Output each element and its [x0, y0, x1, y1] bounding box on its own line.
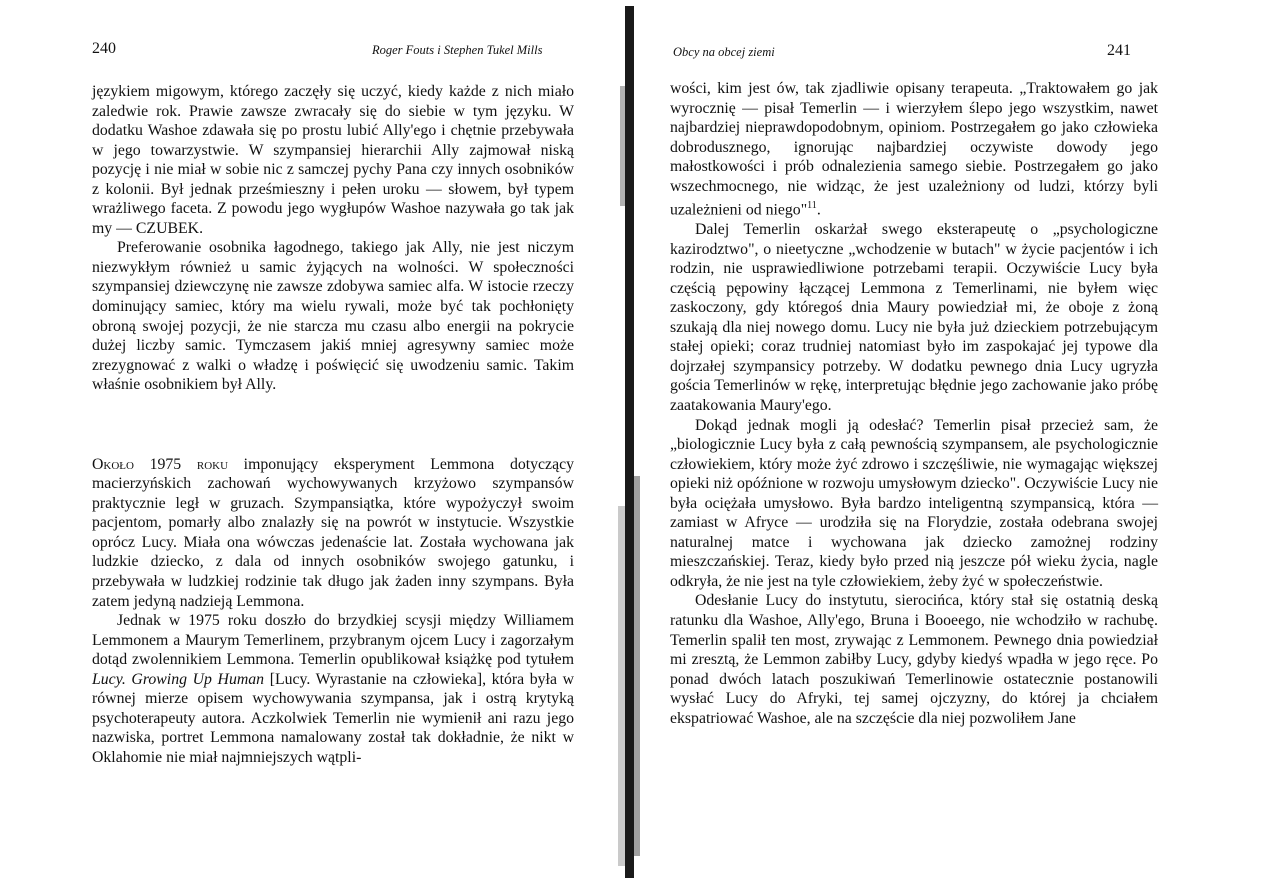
paragraph: Dokąd jednak mogli ją odesłać? Temerlin pisał przecież sam, że „biologicznie Lucy była z całą pewnością szympansem, ale psychologicznie człowiekiem, który może żyć zdrowo i szczęśliwie, nie wymagając większej opieki niż opóźnione w rozwoju umysłowym dziecko". Oczywiście Lucy nie była ociężała umysłowo. Była bardzo inteligentną szympansicą, która — zamiast w Afryce — urodziła się na Florydzie, została odebrana swojej naturalnej matce i wychowana jak dziecko zamożnej rodziny mieszczańskiej. Teraz, kiedy było przed nią jeszcze pół wieku życia, nagle odkryła, że nie jest na tyle człowiekiem, żeby żyć w społeczeństwie.: [670, 416, 1158, 590]
left-page-number: 240: [92, 40, 116, 57]
left-page: [0, 0, 622, 894]
paragraph: Preferowanie osobnika łagodnego, takiego jak Ally, nie jest niczym niezwykłym również u samic żyjących na wolności. W społeczności szympansiej dziewczynę nie zawsze zdobywa samiec alfa. W istocie rzeczy dominujący samiec, który ma wielu rywali, może być tak pochłonięty obroną swojej pozycji, że nie starcza mu czasu albo energii na pokrycie dużej liczby samic. Tymczasem jakiś mniej agresywny samiec może zrezygnować z walki o władzę i poświęcić się uwodzeniu samic. Takim właśnie osobnikiem był Ally.: [92, 239, 574, 394]
paragraph: wości, kim jest ów, tak zjadliwie opisany terapeuta. „Traktowałem go jak wyrocznię — pisał Temerlin — i wierzyłem ślepo jego wszystkim, nawet najbardziej nieprawdopodobnym, opiniom. Postrzegałem go jako człowieka dobrodusznego, ignorując najbardziej oczywiste dowody jego małostkowości i prób odnalezienia samego siebie. Postrzegałem go jako wszechmocnego, nie widząc, że jest uzależniony od ludzi, którzy byli uzależnieni od niego"$^{11}$.: [670, 80, 1158, 219]
right-running-head: Obcy na obcej ziemi: [673, 45, 775, 59]
book-title: Lucy. Growing Up Human: [92, 670, 265, 688]
footnote-marker: 11: [807, 200, 817, 212]
paragraph: Odesłanie Lucy do instytutu, sierocińca, który stał się ostatnią deską ratunku dla Washoe, Ally'ego, Bruna i Booeego, nie wchodziło w rachubę. Temerlin spalił ten most, zrywając z Lemmonem. Pewnego dnia powiedział mi zresztą, że Lemmon zabiłby Lucy, gdyby kiedyś wpadła w jego ręce. Po ponad dwóch latach poszukiwań Temerlinowie ostatecznie postanowili wysłać Lucy do Afryki, tej samej ojczyzny, do której ja chciałem ekspatriować Washoe, ale na szczęście dla niej pozwoliłem Jane: [670, 592, 1158, 727]
right-page: [622, 0, 1262, 894]
paragraph: Jednak w 1975 roku doszło do brzydkiej scysji między Williamem Lemmonem a Maurym Temerlinem, przybranym ojcem Lucy i zagorzałym dotąd zwolennikiem Lemmona. Temerlin opublikował książkę pod tytułem Lucy. Growing Up Human [Lucy. Wyrastanie na człowieka], która była w równej mierze opisem wychowywania szympansa, jak i ostrą krytyką psychoterapeuty autora. Aczkolwiek Temerlin nie wymienił ani razu jego nazwiska, portret Lemmona namalowany został tak dokładnie, że nikt w Oklahomie nie miał najmniejszych wątpli-: [92, 612, 574, 766]
right-page-number: 241: [1107, 42, 1131, 59]
left-running-head: Roger Fouts i Stephen Tukel Mills: [372, 43, 543, 57]
section-lead: Około 1975 roku: [92, 455, 229, 473]
paragraph: Dalej Temerlin oskarżał swego eksterapeutę o „psychologiczne kazirodztwo", o nieetyczne „wchodzenie w butach" w życie pacjentów i ich rodzin, nie usprawiedliwione potrzebami terapii. Oczywiście Lucy była częścią pępowiny łączącej Lemmona z Temerlinami, nie byłem więc zaskoczony, gdy któregoś dnia Maury powiedział mi, że oboje z żoną szukają dla niej nowego domu. Lucy nie była już dzieckiem potrzebującym stałej opieki; coraz trudniej natomiast było im zaspokajać jej typowe dla dojrzałej szympansicy potrzeby. W dodatku pewnego dnia Lucy ugryzła gościa Temerlinów w rękę, interpretując błędnie jego zachowanie jako próbę zaatakowania Maury'ego.: [670, 221, 1158, 415]
section-break: [92, 395, 574, 455]
paragraph: językiem migowym, którego zaczęły się uczyć, kiedy każde z nich miało zaledwie rok. Prawie zawsze zwracały się do siebie w tym języku. W dodatku Washoe zdawała się po prostu lubić Ally'ego i chętnie przebywała w jego towarzystwie. W szympansiej hierarchii Ally zajmował niską pozycję i nie miał w sobie nic z samczej pychy Pana czy innych osobników z kolonii. Był jednak prześmieszny i pełen uroku — słowem, był typem wrażliwego faceta. Z powodu jego wygłupów Washoe nazywała go tak jak my — CZUBEK.: [92, 83, 574, 237]
left-text-column: [92, 82, 574, 768]
right-text-column: [670, 79, 1158, 728]
paragraph: Około 1975 roku imponujący eksperyment Lemmona dotyczący macierzyńskich zachowań wychowywanych krzyżowo szympansów praktycznie legł w gruzach. Szympansiątka, które wypożyczył swoim pacjentom, pomarły albo znalazły się na powrót w instytucie. Wszystkie oprócz Lucy. Miała ona wówczas jedenaście lat. Została wychowana jak ludzkie dziecko, z dala od innych osobników swojego gatunku, i przebywała w ludzkiej rodzinie tak długo jak żaden inny szympans. Była zatem jedyną nadzieją Lemmona.: [92, 455, 574, 610]
